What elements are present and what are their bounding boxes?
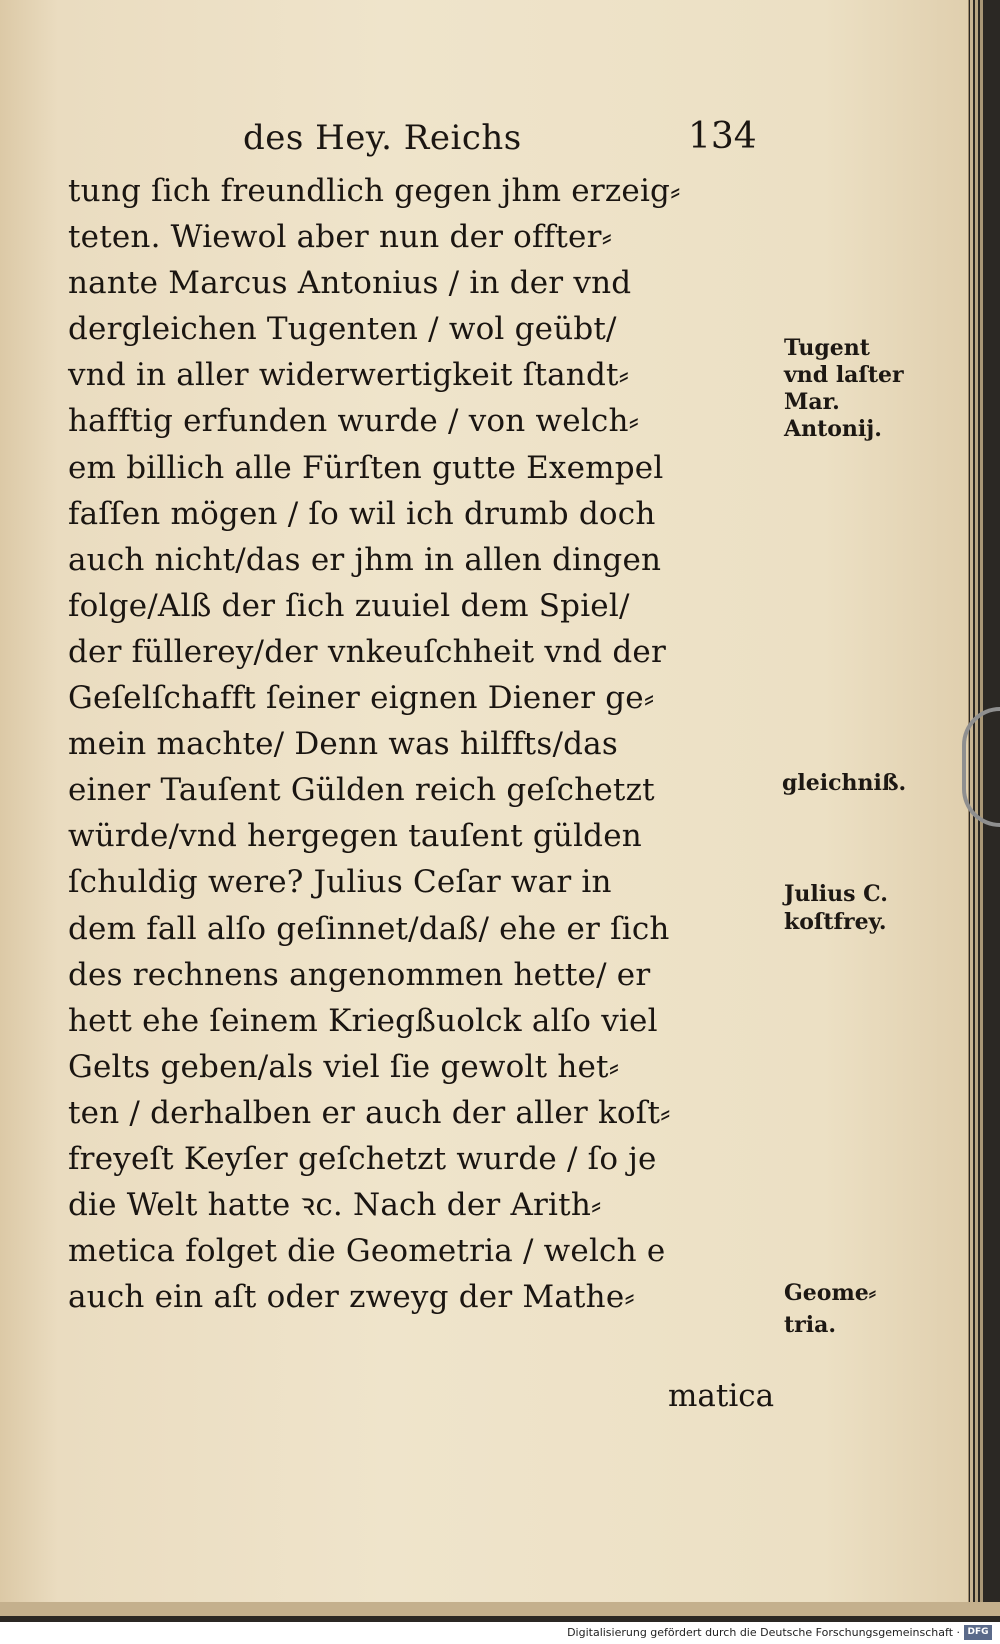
body-text (68, 168, 768, 1320)
text-line: em billich alle Fürſten gutte Exempel (68, 449, 664, 486)
text-line: freyeſt Keyſer geſchetzt wurde / ſo je (68, 1140, 657, 1177)
paper-clip-icon (962, 707, 1000, 827)
marginal-note-geometry (784, 1277, 876, 1341)
running-head: des Hey. Reichs (243, 118, 522, 158)
text-line: tung ſich freundlich gegen jhm erzeig⸗ (68, 173, 681, 209)
marginal-note-line: Antonij. (784, 416, 882, 442)
text-line: auch ein aſt oder zweyg der Mathe⸗ (68, 1279, 635, 1316)
text-line: des rechnens angenommen hette/ er (68, 956, 651, 993)
marginal-note-line: vnd laſter (784, 362, 904, 388)
marginal-note-line: gleichniß. (782, 770, 907, 796)
text-line: dem fall alſo geſinnet/daß/ ehe er ſich (68, 910, 670, 947)
text-line: metica folget die Geometria / welch e (68, 1233, 666, 1270)
text-line: hafftig erfunden wurde / von welch⸗ (68, 403, 640, 440)
marginal-note-caesar (784, 880, 888, 936)
text-line: nante Marcus Antonius / in der vnd (68, 265, 632, 302)
text-line: einer Tauſent Gülden reich geſchetzt (68, 772, 655, 809)
text-line: folge/Alß der ſich zuuiel dem Spiel/ (68, 587, 630, 624)
text-line: Geſelſchafft ſeiner eignen Diener ge⸗ (68, 680, 655, 717)
text-line: teten. Wiewol aber nun der offter⸗ (68, 219, 613, 256)
text-line: ſchuldig were? Julius Ceſar war in (68, 864, 612, 901)
dfg-logo: DFG (964, 1625, 992, 1640)
marginal-note-line: koſtfrey. (784, 909, 887, 935)
text-line: vnd in aller widerwertigkeit ſtandt⸗ (68, 357, 630, 394)
text-line: Gelts geben/als viel ſie gewolt het⸗ (68, 1048, 620, 1085)
marginal-note-line: Julius C. (784, 881, 888, 907)
marginal-note-virtue (784, 335, 904, 443)
text-line: die Welt hatte ꝛc. Nach der Arith⸗ (68, 1187, 602, 1224)
text-line: würde/vnd hergegen tauſent gülden (68, 818, 642, 855)
text-line: hett ehe ſeinem Kriegßuolck alſo viel (68, 1002, 658, 1039)
text-line: dergleichen Tugenten / wol geübt/ (68, 311, 617, 348)
marginal-note-line: Geome⸗ (784, 1280, 877, 1306)
marginal-note-line: tria. (784, 1312, 837, 1338)
marginal-note-simile (782, 770, 906, 797)
book-bottom-edge (0, 1602, 1000, 1616)
catchword: matica (668, 1378, 775, 1414)
text-line: ten / derhalben er auch der aller koſt⸗ (68, 1094, 671, 1131)
text-line: der füllerey/der vnkeuſchheit vnd der (68, 633, 666, 670)
text-line: faſſen mögen / ſo wil ich drumb doch (68, 495, 656, 532)
marginal-note-line: Mar. (784, 389, 840, 415)
text-line: auch nicht/das er jhm in allen dingen (68, 541, 662, 578)
text-line: mein machte/ Denn was hilffts/das (68, 726, 618, 763)
funding-credit: Digitalisierung gefördert durch die Deutsche Forschungsgemeinschaft · (567, 1626, 960, 1639)
page-number: 134 (688, 116, 757, 157)
marginal-note-line: Tugent (784, 335, 870, 361)
